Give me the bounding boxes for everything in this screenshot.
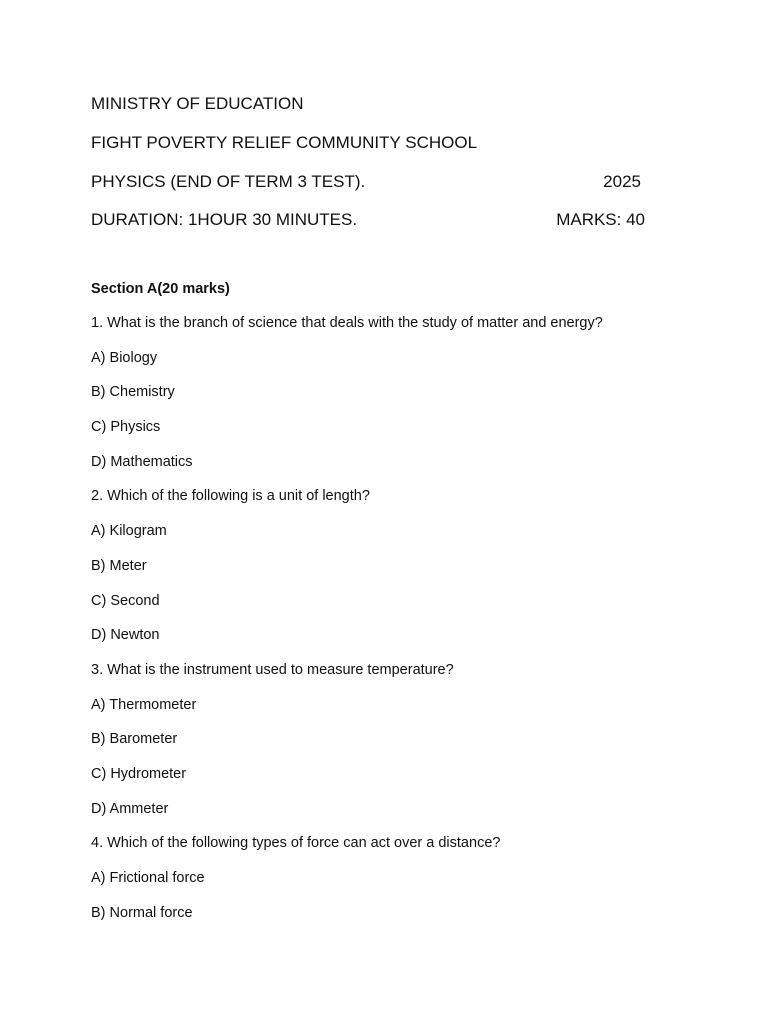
question-4: [91, 834, 691, 938]
option: D) Ammeter: [91, 800, 169, 817]
option: B) Chemistry: [91, 384, 175, 401]
subject-text: PHYSICS (END OF TERM 3 TEST).: [91, 172, 366, 191]
duration-text: DURATION: 1HOUR 30 MINUTES.: [91, 210, 358, 229]
school-text: FIGHT POVERTY RELIEF COMMUNITY SCHOOL: [91, 133, 478, 152]
option: A) Thermometer: [91, 696, 197, 713]
option: B) Meter: [91, 557, 147, 574]
question-1: [91, 314, 691, 487]
question-text: 2. Which of the following is a unit of length?: [91, 488, 370, 505]
option: A) Biology: [91, 349, 158, 366]
question-3: [91, 661, 691, 834]
school-title: [91, 133, 645, 153]
option: A) Kilogram: [91, 523, 167, 540]
question-2: [91, 487, 691, 660]
question-text: 1. What is the branch of science that deals with the study of matter and energy?: [91, 315, 603, 331]
question-text: 4. Which of the following types of force can act over a distance?: [91, 835, 501, 852]
marks-text: MARKS: 40: [556, 210, 645, 229]
option: C) Second: [91, 592, 160, 609]
option: B) Normal force: [91, 904, 193, 921]
question-text: 3. What is the instrument used to measure temperature?: [91, 661, 454, 678]
option: B) Barometer: [91, 731, 178, 748]
section-title: Section A(20 marks): [91, 281, 230, 297]
ministry-text: MINISTRY OF EDUCATION: [91, 94, 304, 113]
duration-line: [91, 210, 645, 230]
option: A) Frictional force: [91, 870, 205, 886]
ministry-title: [91, 94, 645, 114]
option: C) Hydrometer: [91, 765, 187, 782]
subject-line: [91, 172, 645, 192]
question-list: [91, 314, 691, 938]
option: C) Physics: [91, 419, 161, 436]
option: D) Newton: [91, 627, 160, 644]
option: D) Mathematics: [91, 453, 193, 470]
year-text: 2025: [603, 172, 641, 191]
